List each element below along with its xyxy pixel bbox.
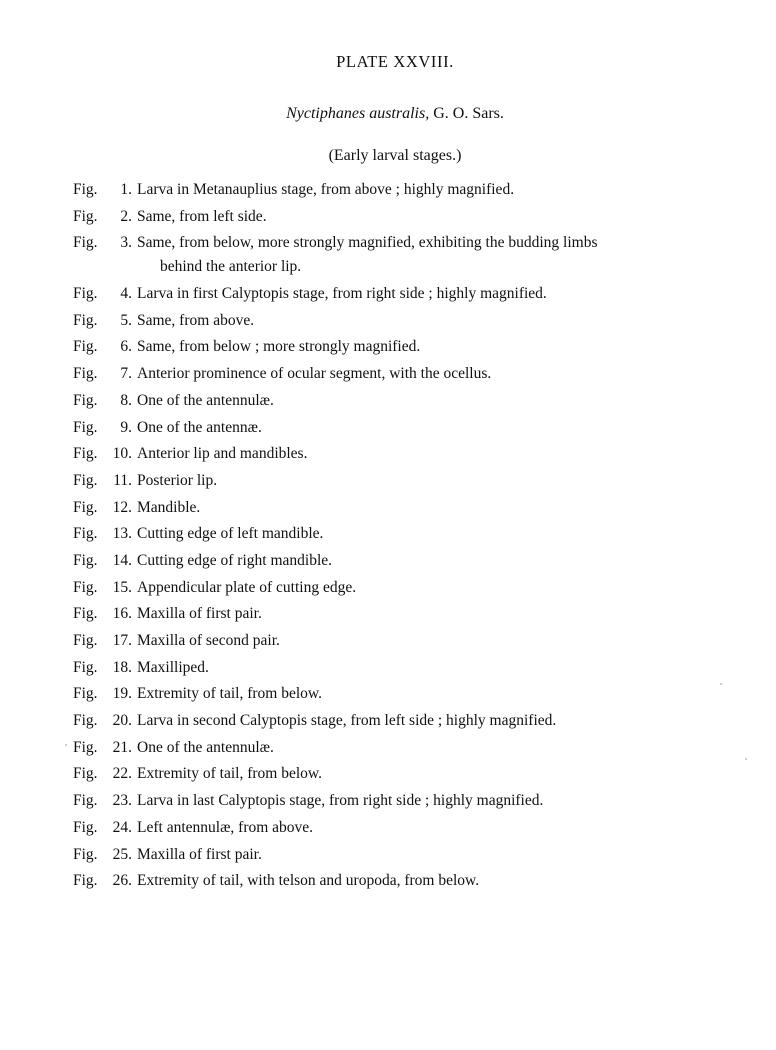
species-author: G. O. Sars. (433, 105, 504, 122)
figure-description-continued: behind the anterior lip. (160, 258, 302, 276)
figure-description: Extremity of tail, with telson and uropoda, from below. (137, 872, 480, 890)
figure-caption (73, 522, 733, 546)
figure-description: Left antennulæ, from above. (137, 818, 314, 836)
figure-number: 16. (112, 605, 132, 623)
figure-label: Fig. (73, 311, 98, 329)
figure-number: 6. (120, 338, 132, 356)
figure-label: Fig. (73, 338, 98, 356)
figure-label: Fig. (73, 285, 98, 303)
figure-caption (73, 335, 733, 359)
figure-label: Fig. (73, 525, 98, 543)
figure-label: Fig. (73, 792, 98, 810)
figure-description: One of the antennulæ. (137, 391, 274, 409)
figure-number: 7. (120, 365, 132, 383)
figure-description: Extremity of tail, from below. (137, 765, 322, 783)
figure-label: Fig. (73, 658, 98, 676)
figure-number: 8. (120, 391, 132, 409)
species-name: Nyctiphanes australis, (286, 105, 430, 122)
figure-number: 3. (120, 234, 132, 252)
figure-label: Fig. (73, 498, 98, 516)
figure-caption (73, 762, 733, 786)
figure-label: Fig. (73, 765, 98, 783)
figure-description: Anterior prominence of ocular segment, with the ocellus. (137, 365, 492, 383)
figure-number: 19. (112, 685, 132, 703)
figure-description: Cutting edge of left mandible. (137, 525, 324, 543)
figure-description: Larva in Metanauplius stage, from above ; highly magnified. (137, 181, 515, 198)
figure-label: Fig. (73, 551, 98, 569)
figure-number: 26. (112, 872, 132, 890)
figure-list (73, 178, 733, 896)
figure-caption (73, 231, 733, 279)
figure-description: Anterior lip and mandibles. (137, 445, 308, 463)
figure-label: Fig. (73, 365, 98, 383)
figure-caption (73, 362, 733, 386)
figure-caption (73, 576, 733, 600)
figure-description: One of the antennulæ. (137, 738, 274, 756)
figure-number: 2. (120, 207, 132, 225)
figure-label: Fig. (73, 605, 98, 623)
figure-caption (73, 416, 733, 440)
figure-description: Same, from below, more strongly magnified, exhibiting the budding limbs (137, 234, 598, 252)
figure-number: 11. (113, 471, 132, 489)
plate-title: PLATE XXVIII. (336, 52, 454, 71)
figure-caption (73, 816, 733, 840)
figure-description: One of the antennæ. (137, 418, 262, 436)
figure-number: 14. (112, 551, 132, 569)
figure-caption (73, 496, 733, 520)
figure-description: Larva in second Calyptopis stage, from left side ; highly magnified. (137, 712, 557, 730)
paper-speck (745, 758, 747, 760)
figure-description: Larva in first Calyptopis stage, from right side ; highly magnified. (137, 285, 547, 303)
figure-label: Fig. (73, 632, 98, 649)
figure-caption (73, 178, 733, 202)
figure-caption (73, 736, 733, 760)
figure-caption (73, 869, 733, 893)
figure-number: 23. (112, 792, 132, 810)
figure-description: Maxilliped. (137, 658, 209, 676)
figure-caption (73, 549, 733, 573)
figure-number: 17. (112, 632, 132, 649)
figure-description: Appendicular plate of cutting edge. (137, 578, 357, 596)
figure-description: Mandible. (137, 498, 201, 516)
figure-caption (73, 629, 733, 653)
figure-caption (73, 389, 733, 413)
figure-label: Fig. (73, 391, 98, 409)
figure-number: 15. (112, 578, 132, 596)
figure-caption (73, 309, 733, 333)
paper-speck (720, 683, 722, 685)
paper-speck (65, 744, 67, 746)
figure-number: 5. (120, 311, 132, 329)
species-heading (0, 105, 776, 123)
figure-number: 24. (112, 818, 132, 836)
figure-label: Fig. (73, 471, 98, 489)
figure-caption (73, 656, 733, 680)
figure-description: Same, from left side. (137, 207, 267, 225)
figure-label: Fig. (73, 418, 98, 436)
figure-label: Fig. (73, 845, 98, 863)
figure-label: Fig. (73, 234, 98, 252)
figure-caption (73, 282, 733, 306)
figure-label: Fig. (73, 207, 98, 225)
figure-number: 4. (120, 285, 132, 303)
figure-label: Fig. (73, 685, 98, 703)
figure-description: Maxilla of first pair. (137, 845, 262, 863)
figure-number: 9. (120, 418, 132, 436)
figure-caption (73, 789, 733, 813)
figure-number: 20. (112, 712, 132, 730)
figure-description: Larva in last Calyptopis stage, from right side ; highly magnified. (137, 792, 544, 810)
figure-label: Fig. (73, 738, 98, 756)
plate-subtitle: (Early larval stages.) (328, 147, 462, 164)
figure-number: 25. (112, 845, 132, 863)
figure-label: Fig. (73, 818, 98, 836)
figure-caption (73, 843, 733, 867)
figure-description: Extremity of tail, from below. (137, 685, 322, 703)
figure-caption (73, 602, 733, 626)
figure-description: Maxilla of second pair. (137, 632, 280, 649)
figure-description: Cutting edge of right mandible. (137, 551, 333, 569)
figure-number: 22. (112, 765, 132, 783)
figure-caption (73, 205, 733, 229)
figure-label: Fig. (73, 181, 98, 198)
figure-label: Fig. (73, 578, 98, 596)
figure-label: Fig. (73, 445, 98, 463)
figure-description: Posterior lip. (137, 471, 218, 489)
figure-number: 1. (120, 181, 132, 198)
figure-number: 12. (112, 498, 132, 516)
figure-caption (73, 469, 733, 493)
figure-caption (73, 442, 733, 466)
figure-number: 18. (112, 658, 132, 676)
figure-label: Fig. (73, 872, 98, 890)
figure-number: 10. (112, 445, 132, 463)
figure-caption (73, 709, 733, 733)
figure-description: Same, from below ; more strongly magnified. (137, 338, 421, 356)
figure-number: 13. (112, 525, 132, 543)
figure-caption (73, 682, 733, 706)
figure-label: Fig. (73, 712, 98, 730)
figure-description: Same, from above. (137, 311, 255, 329)
figure-number: 21. (112, 738, 132, 756)
figure-description: Maxilla of first pair. (137, 605, 262, 623)
